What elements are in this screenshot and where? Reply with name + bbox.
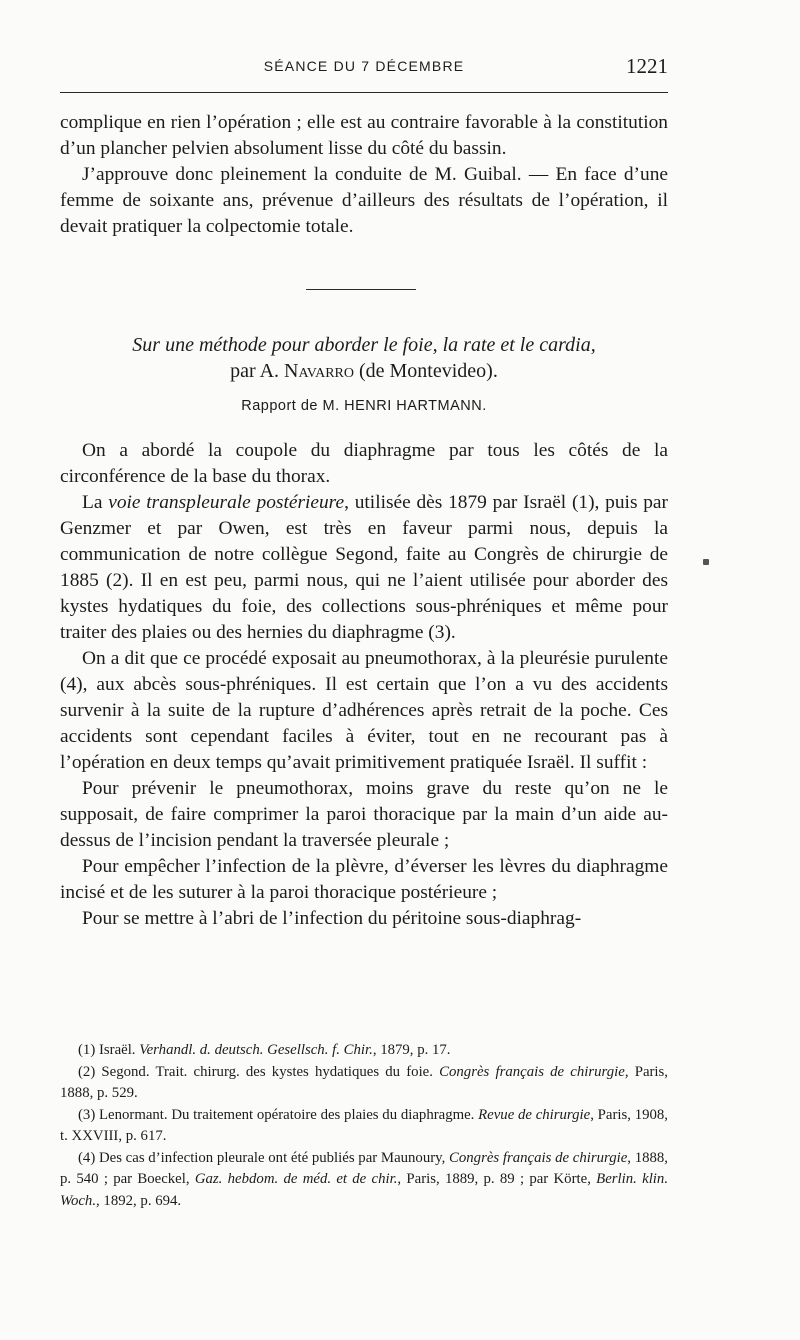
page-header	[60, 54, 668, 80]
article-byline	[60, 358, 668, 384]
article-title-line: Sur une méthode pour aborder le foie, la rate et le cardia,	[132, 334, 596, 356]
paragraph: On a abordé la coupole du diaphragme par tous les côtés de la circonférence de la base du thorax.	[60, 440, 668, 487]
header-rule	[60, 92, 668, 93]
text-run: , 1892, p. 694.	[96, 1192, 182, 1209]
text-run: (2) Segond. Trait. chirurg. des kystes hydatiques du foie.	[78, 1063, 440, 1080]
section-separator	[306, 289, 416, 290]
footnote-2	[60, 1062, 668, 1105]
text-run: , utilisée dès 1879 par Israël (1), puis par Genzmer et par Owen, est très en faveur parmi nous, depuis la communication de notre collègue Segond, faite au Congrès de chirurgie de 1885 (2). Il en est peu, parmi nous, qui ne l’aient utilisée pour aborder des kystes hydatiques du foie, des collections sous-phréniques et même pour traiter des plaies ou des hernies du diaphragme (3).	[60, 492, 668, 643]
citation-title: Congrès français de chirurgie,	[439, 1063, 629, 1080]
text-run: , Paris, 1908, t. XXVIII, p. 617.	[60, 1106, 668, 1144]
citation-title: Gaz. hebdom. de méd. et de chir.	[194, 1171, 398, 1187]
paragraph	[60, 490, 668, 646]
paragraph: Pour se mettre à l’abri de l’infection du péritoine sous-diaphrag-	[82, 908, 582, 929]
footnotes	[60, 1040, 668, 1212]
previous-article-ending	[60, 110, 668, 240]
text-run: (3) Lenormant. Du traitement opératoire des plaies du diaphragme.	[78, 1106, 479, 1123]
text-run: (1) Israël.	[78, 1042, 140, 1058]
footnote-4	[60, 1148, 668, 1213]
page-number: 1221	[626, 54, 668, 78]
italic-term: voie transpleurale postérieure	[108, 492, 345, 513]
citation-title: Revue de chirurgie	[478, 1106, 591, 1123]
text-run: Paris, 1888, p. 529.	[60, 1063, 669, 1101]
text-run: (4) Des cas d’infection pleurale ont été publiés par Maunoury,	[78, 1149, 450, 1166]
author-name: Navarro	[284, 360, 354, 382]
citation-title: Congrès français de chirurgie	[449, 1149, 628, 1166]
running-title: SÉANCE DU 7 DÉCEMBRE	[263, 58, 465, 74]
text-run: , 1879, p. 17.	[372, 1042, 451, 1058]
article-title	[60, 332, 668, 384]
citation-title: Verhandl. d. deutsch. Gesellsch. f. Chir.	[139, 1042, 373, 1058]
byline-par: par A.	[230, 360, 280, 382]
author-place: (de Montevideo).	[358, 360, 498, 382]
text-run: La	[82, 492, 109, 513]
margin-ink-mark	[703, 559, 709, 565]
report-line: Rapport de M. HENRI HARTMANN.	[241, 398, 487, 414]
paragraph: On a dit que ce procédé exposait au pneumothorax, à la pleurésie purulente (4), aux abcès sous-phréniques. Il est certain que l’on a vu des accidents survenir à la suite de la rupture d’adhérences après retrait de la poche. Ces accidents sont cependant faciles à éviter, tout en ne recourant pas à l’opération en deux temps qu’avait primitivement pratiquée Israël. Il suffit :	[60, 648, 668, 773]
citation-title: Berlin. klin. Woch.	[60, 1171, 669, 1209]
paragraph: J’approuve donc pleinement la conduite de M. Guibal. — En face d’une femme de soixante ans, prévenue d’ailleurs des résultats de l’opération, il devait pratiquer la colpectomie totale.	[60, 164, 668, 237]
text-run: , 1888, p. 540 ; par Boeckel,	[60, 1149, 668, 1187]
text-run: , Paris, 1889, p. 89 ; par Körte,	[397, 1171, 597, 1187]
footnote-1	[60, 1040, 668, 1062]
paragraph: Pour prévenir le pneumothorax, moins grave du reste qu’on ne le supposait, de faire comprimer la paroi thoracique par la main d’un aide au-dessus de l’incision pendant la traversée pleurale ;	[60, 778, 668, 851]
paragraph: complique en rien l’opération ; elle est au contraire favorable à la constitution d’un plancher pelvien absolument lisse du côté du bassin.	[60, 112, 668, 159]
footnote-3	[60, 1105, 668, 1148]
paragraph: Pour empêcher l’infection de la plèvre, d’éverser les lèvres du diaphragme incisé et de les suturer à la paroi thoracique postérieure ;	[60, 856, 668, 903]
article-body	[60, 438, 668, 932]
